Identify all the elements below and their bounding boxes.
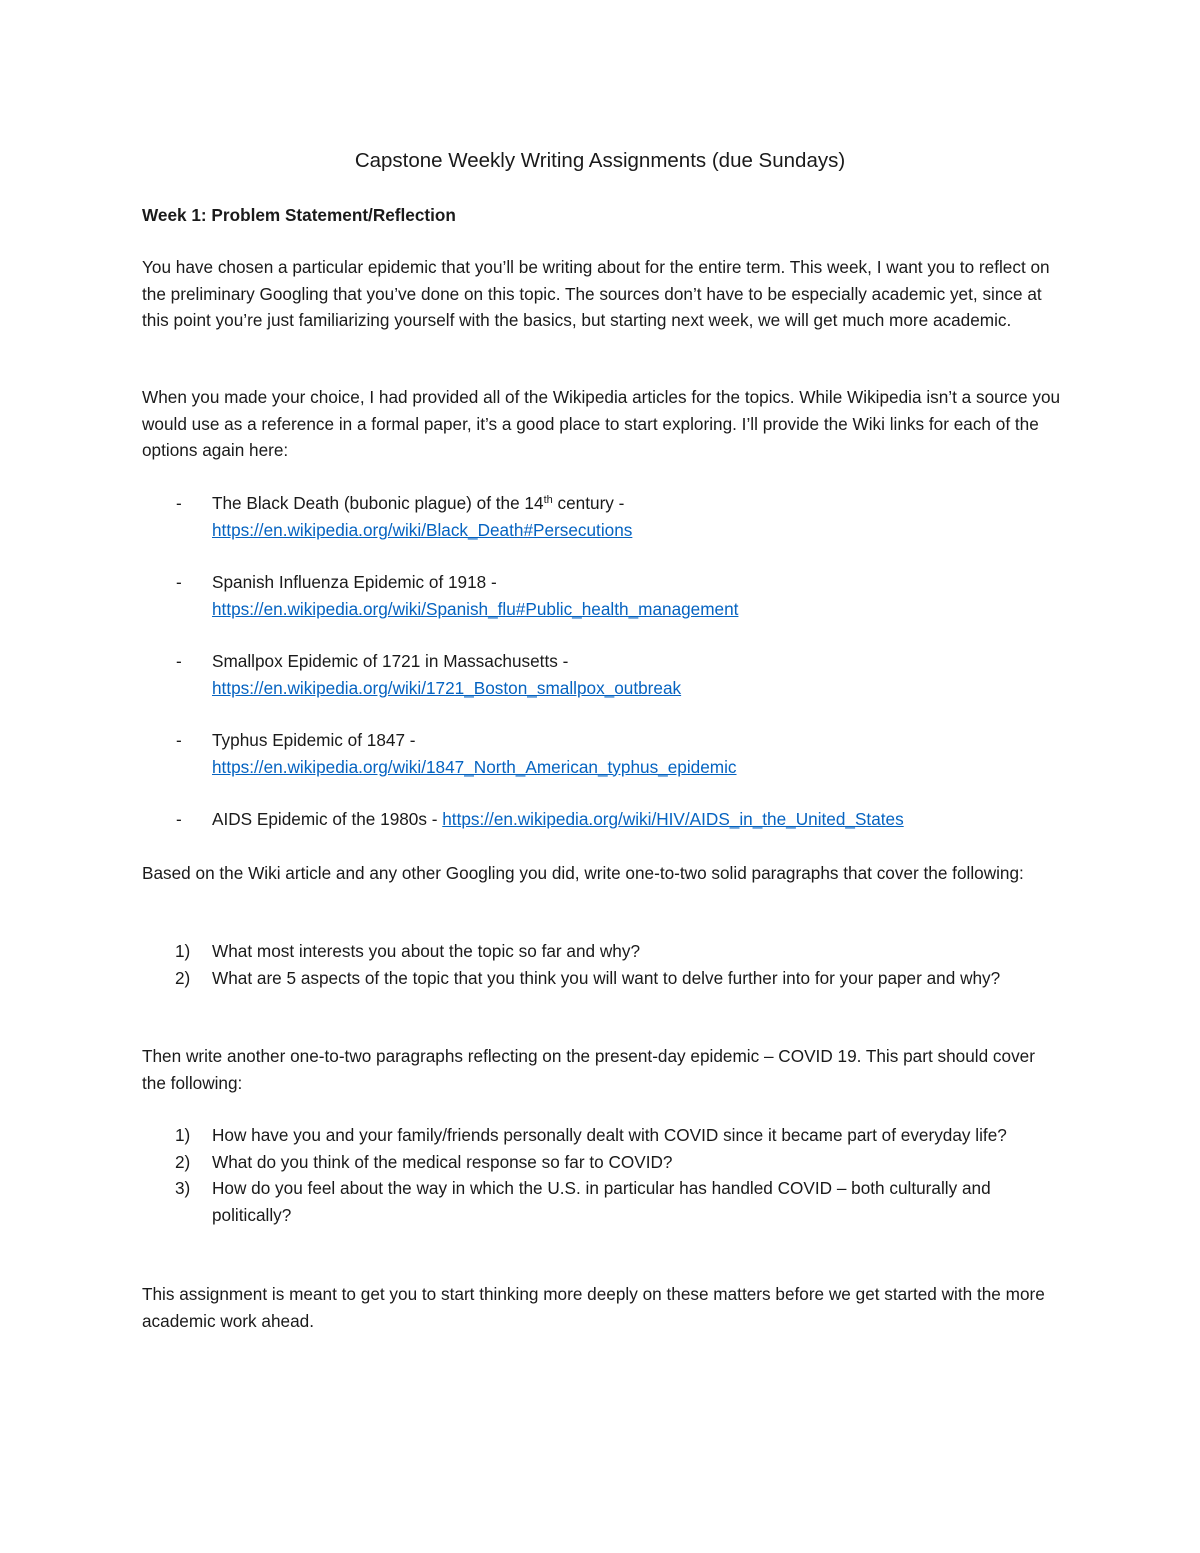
part2-question-list: [142, 1122, 1062, 1228]
wiki-link-smallpox[interactable]: https://en.wikipedia.org/wiki/1721_Boston_smallpox_outbreak: [212, 677, 682, 698]
list-item: [142, 965, 1062, 992]
question-number: 1): [175, 941, 191, 961]
wiki-link-aids[interactable]: https://en.wikipedia.org/wiki/HIV/AIDS_in_the_United_States: [442, 809, 904, 829]
week-heading: Week 1: Problem Statement/Reflection: [142, 205, 456, 225]
topic-label: Typhus Epidemic of 1847 -: [212, 730, 416, 750]
bullet-dash: -: [176, 730, 182, 750]
part2-paragraph: Then write another one-to-two paragraphs reflecting on the present-day epidemic – COVID 19. This part should cover the following:: [142, 1046, 1035, 1093]
part1-question-list: [142, 938, 1062, 991]
part1-paragraph: Based on the Wiki article and any other Googling you did, write one-to-two solid paragraphs that cover the following:: [142, 863, 1024, 883]
topic-label-end: century -: [552, 493, 625, 513]
bullet-dash: -: [176, 572, 182, 592]
question-number: 2): [175, 1151, 191, 1172]
intro-paragraph: You have chosen a particular epidemic that you’ll be writing about for the entire term. This week, I want you to reflect on the preliminary Googling that you’ve done on this topic. The sources don’t have to be especially academic yet, since at this point you’re just familiarizing yourself with the basics, but starting next week, we will get much more academic.: [142, 257, 1050, 330]
list-item: [142, 648, 1062, 701]
topic-label: AIDS Epidemic of the 1980s -: [212, 809, 443, 829]
question-number: 3): [175, 1178, 191, 1198]
question-text: How have you and your family/friends personally dealt with COVID since it became part of everyday life?: [212, 1125, 1007, 1145]
ordinal-suffix: th: [543, 494, 553, 506]
bullet-dash: -: [176, 651, 182, 671]
list-item: [142, 569, 1062, 622]
list-item: [142, 1175, 1062, 1228]
question-text: What most interests you about the topic so far and why?: [212, 941, 641, 961]
list-item: [142, 1149, 1062, 1176]
question-text: How do you feel about the way in which the U.S. in particular has handled COVID – both culturally and politically?: [212, 1178, 991, 1225]
list-item: [142, 727, 1062, 780]
question-number: 2): [175, 967, 191, 988]
closing-paragraph: This assignment is meant to get you to start thinking more deeply on these matters before we get started with the more academic work ahead.: [142, 1284, 1045, 1331]
bullet-dash: -: [176, 809, 182, 829]
question-number: 1): [175, 1125, 191, 1145]
list-item: [142, 938, 1062, 965]
wiki-link-typhus[interactable]: https://en.wikipedia.org/wiki/1847_North_American_typhus_epidemic: [212, 756, 737, 777]
topic-list: [142, 490, 1062, 859]
topic-label: The Black Death (bubonic plague) of the 14: [212, 493, 544, 513]
question-text: What are 5 aspects of the topic that you think you will want to delve further into for your paper and why?: [212, 967, 1001, 988]
bullet-dash: -: [176, 493, 182, 513]
wiki-link-black-death[interactable]: https://en.wikipedia.org/wiki/Black_Death#Persecutions: [212, 519, 633, 540]
topic-label: Smallpox Epidemic of 1721 in Massachusetts -: [212, 651, 569, 671]
wiki-paragraph: When you made your choice, I had provided all of the Wikipedia articles for the topics. While Wikipedia isn’t a source you would use as a reference in a formal paper, it’s a good place to start exploring. I’ll provide the Wiki links for each of the options again here:: [142, 387, 1061, 460]
document-title: Capstone Weekly Writing Assignments (due Sundays): [354, 149, 846, 172]
list-item: [142, 1122, 1062, 1149]
topic-label: Spanish Influenza Epidemic of 1918 -: [212, 572, 497, 592]
list-item: [142, 806, 1062, 833]
wiki-link-spanish-flu[interactable]: https://en.wikipedia.org/wiki/Spanish_flu#Public_health_management: [212, 598, 739, 619]
question-text: What do you think of the medical response so far to COVID?: [212, 1151, 673, 1172]
list-item: [142, 490, 1062, 543]
